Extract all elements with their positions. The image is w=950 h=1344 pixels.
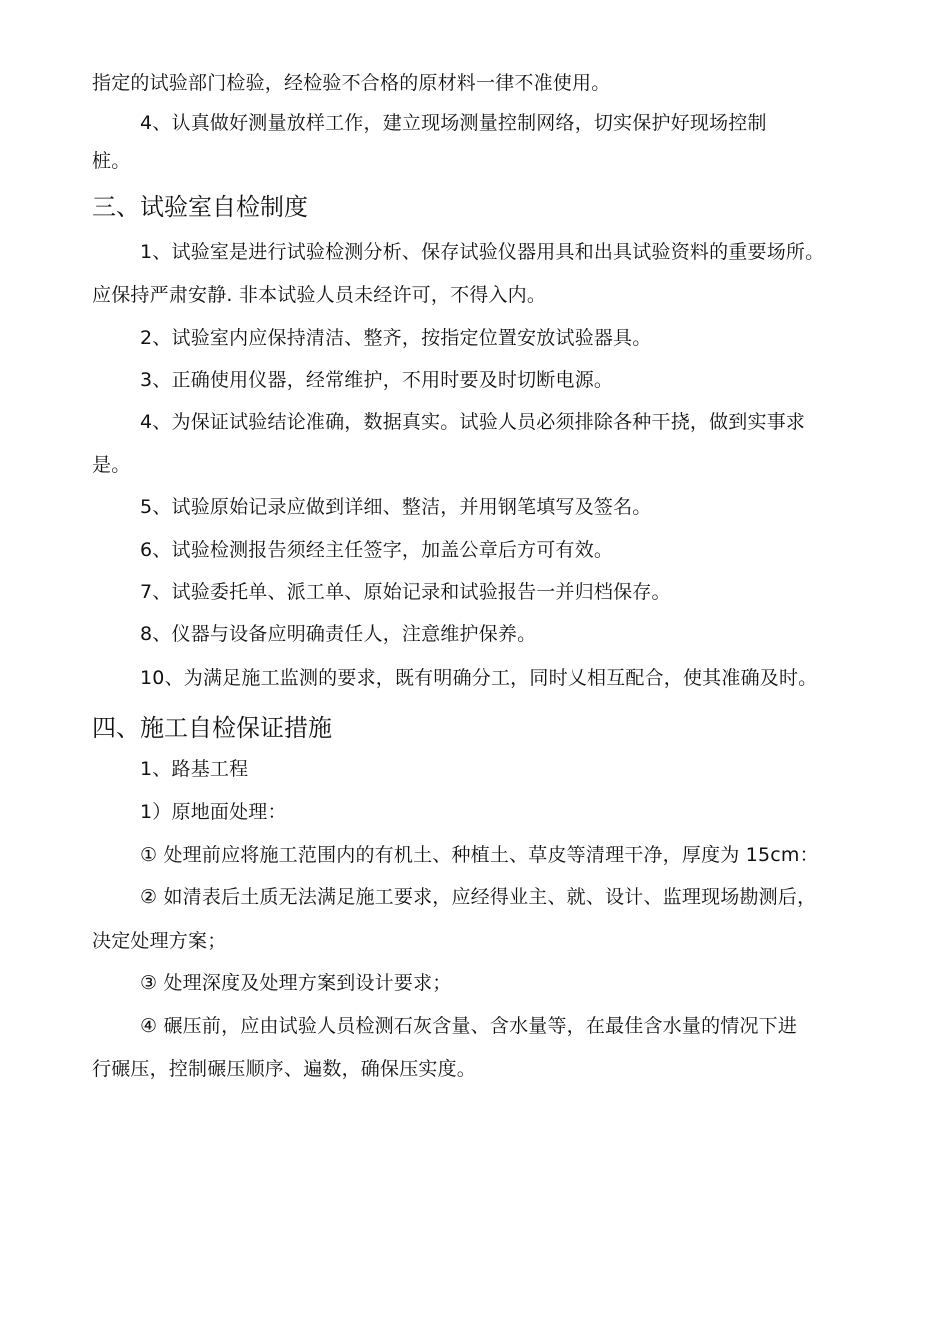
paragraph-line: 7、试验委托单、派工单、原始记录和试验报告一并归档保存。 (140, 581, 671, 603)
paragraph-line: 6、试验检测报告须经主任签字，加盖公章后方可有效。 (140, 539, 614, 561)
paragraph-line: 4、为保证试验结论准确，数据真实。试验人员必须排除各种干挠，做到实事求 (140, 411, 806, 433)
paragraph-line: 1、路基工程 (140, 758, 249, 780)
paragraph-line: 10、为满足施工监测的要求，既有明确分工，同时乂相互配合，使其准确及时。 (140, 667, 818, 689)
paragraph-line: 8、仪器与设备应明确责任人，注意维护保养。 (140, 623, 537, 645)
paragraph-line: ① 处理前应将施工范围内的有机土、种植土、草皮等清理干净，厚度为 15cm： (140, 844, 819, 866)
section-heading: 三、试验室自检制度 (92, 193, 308, 221)
paragraph-line: 行碾压，控制碾压顺序、遍数，确保压实度。 (92, 1058, 477, 1080)
paragraph-line: 应保持严肃安静. 非本试验人员未经许可，不得入内。 (92, 284, 547, 306)
paragraph-line: 5、试验原始记录应做到详细、整洁，并用钢笔填写及签名。 (140, 496, 652, 518)
paragraph-line: 2、试验室内应保持清洁、整齐，按指定位置安放试验器具。 (140, 327, 652, 349)
paragraph-line: 是。 (92, 454, 131, 476)
paragraph-line: 3、正确使用仪器，经常维护，不用时要及时切断电源。 (140, 369, 614, 391)
paragraph-line: ② 如清表后土质无法满足施工要求，应经得业主、就、设计、监理现场勘测后， (140, 886, 817, 908)
paragraph-line: 决定处理方案； (92, 930, 227, 952)
paragraph-line: ③ 处理深度及处理方案到设计要求； (140, 972, 452, 994)
paragraph-line: 1）原地面处理： (140, 801, 287, 823)
paragraph-line: 桩。 (92, 150, 131, 172)
paragraph-line: 1、试验室是进行试验检测分析、保存试验仪器用具和出具试验资料的重要场所。 (140, 241, 825, 263)
section-heading: 四、施工自检保证措施 (92, 714, 332, 742)
paragraph-line: 指定的试验部门检验，经检验不合格的原材料一律不准使用。 (92, 72, 611, 94)
paragraph-line: 4、认真做好测量放样工作，建立现场测量控制网络，切实保护好现场控制 (140, 112, 767, 134)
paragraph-line: ④ 碾压前，应由试验人员检测石灰含量、含水量等，在最佳含水量的情况下进 (140, 1015, 798, 1037)
